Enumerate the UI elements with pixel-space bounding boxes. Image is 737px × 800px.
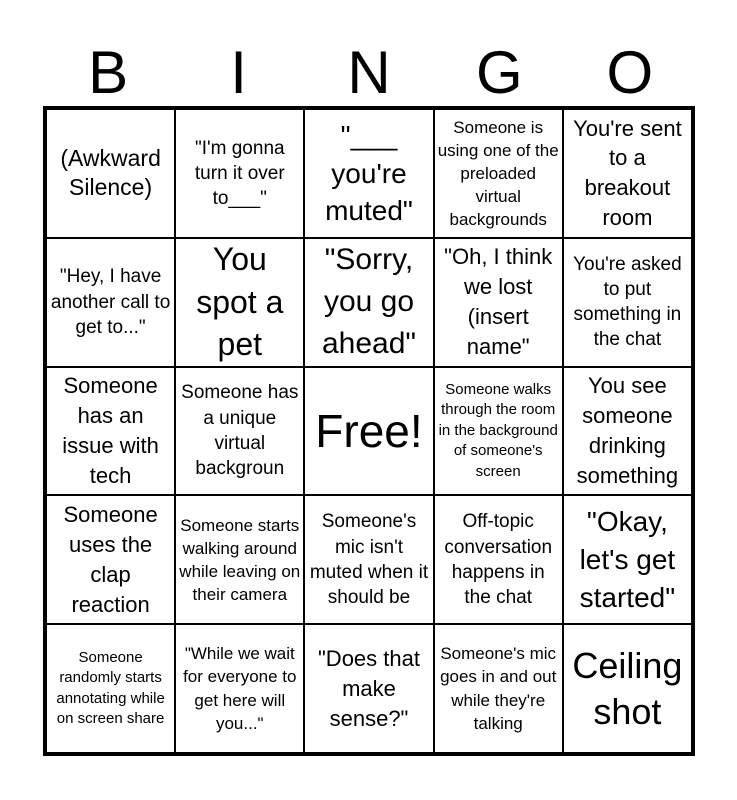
cell-text: Someone's mic isn't muted when it should be	[309, 511, 429, 609]
cell-text: "___ you're muted"	[325, 119, 413, 227]
cell-text: Someone's mic goes in and out while they're talking	[440, 644, 557, 733]
bingo-cell[interactable]	[434, 495, 563, 624]
bingo-header	[43, 40, 695, 106]
cell-text: "I'm gonna turn it over to___"	[194, 137, 285, 210]
header-letter-n: N	[347, 39, 391, 106]
bingo-cell[interactable]	[563, 495, 692, 624]
bingo-cell[interactable]	[175, 238, 304, 367]
bingo-cell[interactable]	[46, 495, 175, 624]
cell-text: "Oh, I think we lost (insert name"	[444, 244, 553, 360]
bingo-cell[interactable]	[434, 624, 563, 753]
header-letter-o: O	[606, 39, 654, 106]
bingo-cell[interactable]	[175, 495, 304, 624]
cell-text: "Sorry, you go ahead"	[321, 243, 417, 361]
cell-text: You spot a pet	[196, 241, 284, 363]
cell-text: Someone walks through the room in the background of someone's screen	[438, 380, 558, 480]
bingo-cell[interactable]	[563, 109, 692, 238]
header-letter-b: B	[88, 39, 129, 106]
cell-text: Someone starts walking around while leaving on their camera	[179, 515, 301, 604]
cell-text: "While we wait for everyone to get here will you..."	[183, 644, 297, 733]
bingo-cell[interactable]	[304, 624, 433, 753]
cell-text: "Okay, let's get started"	[579, 506, 676, 613]
bingo-cell[interactable]	[46, 238, 175, 367]
bingo-cell[interactable]	[434, 238, 563, 367]
cell-text: "Does that make sense?"	[318, 645, 420, 731]
cell-text: Ceiling shot	[572, 644, 683, 732]
bingo-cell[interactable]	[46, 624, 175, 753]
cell-text: You're sent to a breakout room	[573, 115, 682, 231]
cell-text: Someone uses the clap reaction	[63, 501, 158, 617]
bingo-cell[interactable]	[434, 367, 563, 496]
bingo-cell[interactable]	[563, 367, 692, 496]
cell-text: Someone is using one of the preloaded virtual backgrounds	[437, 117, 559, 230]
bingo-cell[interactable]	[304, 238, 433, 367]
cell-text: Someone has an issue with tech	[62, 373, 159, 488]
free-space-text: Free!	[315, 404, 423, 457]
cell-text: (Awkward Silence)	[60, 144, 161, 201]
bingo-cell[interactable]	[175, 624, 304, 753]
bingo-cell[interactable]	[175, 109, 304, 238]
bingo-cell[interactable]	[434, 109, 563, 238]
cell-text: Someone has a unique virtual backgroun	[181, 382, 299, 480]
cell-text: "Hey, I have another call to get to..."	[50, 266, 171, 338]
cell-text: Someone randomly starts annotating while on screen share	[56, 648, 165, 728]
cell-text: You see someone drinking something	[576, 373, 679, 488]
bingo-cell[interactable]	[563, 238, 692, 367]
bingo-cell[interactable]	[46, 367, 175, 496]
header-letter-g: G	[476, 39, 523, 106]
bingo-cell[interactable]	[304, 495, 433, 624]
bingo-cell[interactable]	[563, 624, 692, 753]
bingo-cell[interactable]	[304, 109, 433, 238]
cell-text: Off-topic conversation happens in the chat	[444, 511, 553, 609]
bingo-cell[interactable]	[46, 109, 175, 238]
free-space-cell[interactable]	[304, 367, 433, 496]
bingo-board	[43, 106, 695, 756]
bingo-cell[interactable]	[175, 367, 304, 496]
header-letter-i: I	[230, 39, 247, 106]
cell-text: You're asked to put something in the chat	[573, 253, 682, 351]
